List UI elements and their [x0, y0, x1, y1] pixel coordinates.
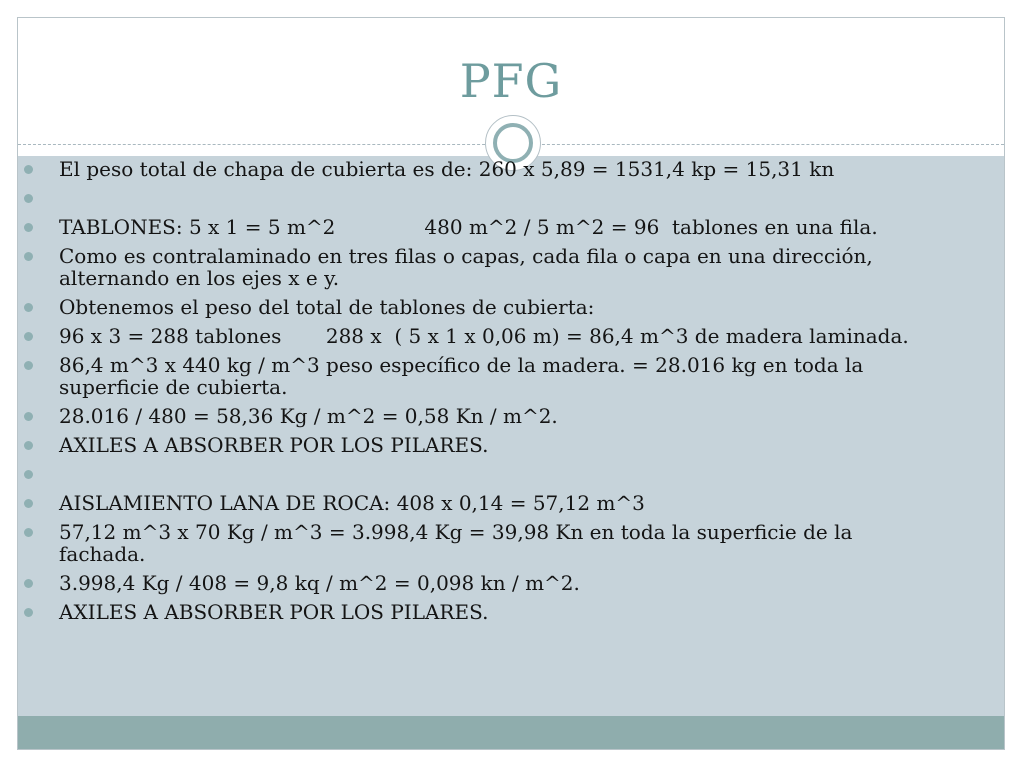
slide-title: PFG	[459, 54, 563, 108]
list-item-text: TABLONES: 5 x 1 = 5 m^2 480 m^2 / 5 m^2 = 96 tablones en una fila.	[59, 215, 878, 239]
list-item	[22, 325, 922, 347]
bullet-dot-icon	[24, 332, 33, 341]
list-item-text: Como es contralaminado en tres filas o capas, cada fila o capa en una dirección, alternando en los ejes x e y.	[59, 244, 873, 290]
list-item	[22, 434, 922, 456]
list-item	[22, 245, 922, 289]
list-item	[22, 405, 922, 427]
bullet-dot-icon	[24, 412, 33, 421]
list-item-text: 96 x 3 = 288 tablones 288 x ( 5 x 1 x 0,06 m) = 86,4 m^3 de madera laminada.	[59, 324, 909, 348]
list-item-text: El peso total de chapa de cubierta es de: 260 x 5,89 = 1531,4 kp = 15,31 kn	[59, 157, 835, 181]
list-item-text: 57,12 m^3 x 70 Kg / m^3 = 3.998,4 Kg = 39,98 Kn en toda la superficie de la fachada.	[59, 520, 853, 566]
list-item	[22, 463, 922, 485]
bullet-dot-icon	[24, 579, 33, 588]
bullet-list	[22, 158, 922, 630]
bullet-dot-icon	[24, 441, 33, 450]
bullet-dot-icon	[24, 194, 33, 203]
bullet-dot-icon	[24, 165, 33, 174]
list-item	[22, 601, 922, 623]
bullet-dot-icon	[24, 303, 33, 312]
list-item-text: 86,4 m^3 x 440 kg / m^3 peso específico de la madera. = 28.016 kg en toda la superficie de cubierta.	[59, 353, 864, 399]
list-item	[22, 296, 922, 318]
list-item-text: AISLAMIENTO LANA DE ROCA: 408 x 0,14 = 57,12 m^3	[59, 491, 645, 515]
list-item-text: AXILES A ABSORBER POR LOS PILARES.	[59, 600, 489, 624]
bullet-dot-icon	[24, 252, 33, 261]
list-item-text: 3.998,4 Kg / 408 = 9,8 kq / m^2 = 0,098 kn / m^2.	[59, 571, 580, 595]
list-item-text: 28.016 / 480 = 58,36 Kg / m^2 = 0,58 Kn / m^2.	[59, 404, 558, 428]
footer-bar	[18, 716, 1004, 750]
list-item-text: Obtenemos el peso del total de tablones de cubierta:	[59, 295, 595, 319]
list-item	[22, 216, 922, 238]
bullet-dot-icon	[24, 223, 33, 232]
bullet-dot-icon	[24, 499, 33, 508]
bullet-dot-icon	[24, 361, 33, 370]
list-item	[22, 492, 922, 514]
bullet-dot-icon	[24, 528, 33, 537]
list-item	[22, 521, 922, 565]
list-item-text: AXILES A ABSORBER POR LOS PILARES.	[59, 433, 489, 457]
list-item	[22, 187, 922, 209]
list-item	[22, 354, 922, 398]
bullet-dot-icon	[24, 470, 33, 479]
bullet-dot-icon	[24, 608, 33, 617]
list-item	[22, 572, 922, 594]
list-item	[22, 158, 922, 180]
